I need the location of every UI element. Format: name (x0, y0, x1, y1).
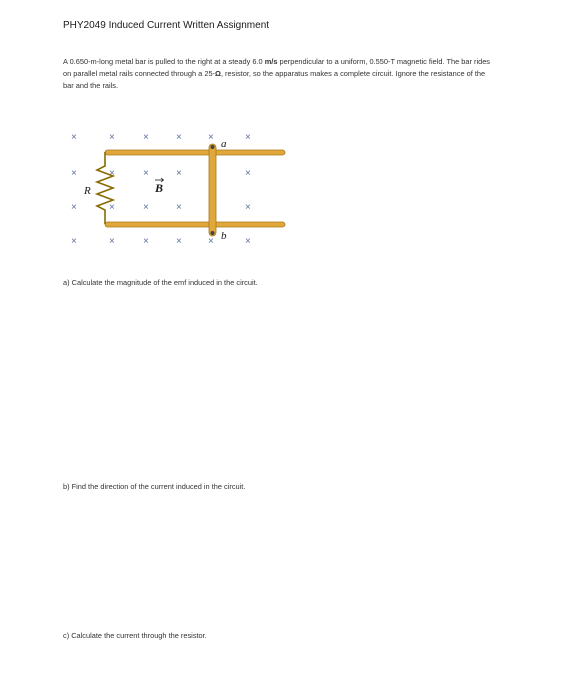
circuit-diagram (63, 126, 303, 248)
top-rail (105, 150, 285, 155)
bar-end-a (211, 145, 215, 149)
field-mark: × (71, 236, 77, 247)
page-title: PHY2049 Induced Current Written Assignment (63, 20, 270, 31)
field-mark: × (245, 168, 251, 179)
bar-end-b (211, 231, 215, 235)
field-mark: × (143, 236, 149, 247)
problem-statement (63, 56, 493, 92)
problem-text-2: perpendicular to a uniform, 0.550-T magnetic field. The bar rides on parallel metal rails connected through a 25- (63, 57, 490, 78)
resistor-label: R (84, 185, 91, 197)
field-label (154, 178, 164, 195)
field-mark: × (71, 202, 77, 213)
field-mark: × (143, 168, 149, 179)
question-a: a) Calculate the magnitude of the emf induced in the circuit. (63, 278, 258, 287)
circuit-figure (63, 126, 303, 248)
field-mark: × (71, 168, 77, 179)
field-mark: × (245, 236, 251, 247)
field-mark: × (245, 132, 251, 143)
field-mark: × (176, 168, 182, 179)
bar-label-b: b (221, 230, 227, 242)
bottom-rail (105, 222, 285, 227)
question-b: b) Find the direction of the current induced in the circuit. (63, 482, 246, 491)
field-mark: × (176, 132, 182, 143)
field-mark: × (208, 236, 214, 247)
field-mark: × (176, 202, 182, 213)
field-mark: × (71, 132, 77, 143)
sliding-bar (209, 144, 216, 236)
speed-unit: m/s (264, 57, 278, 66)
bar-label-a: a (221, 138, 227, 150)
field-mark: × (109, 132, 115, 143)
field-mark: × (245, 202, 251, 213)
field-mark: × (208, 132, 214, 143)
field-mark: × (109, 168, 115, 179)
field-mark: × (176, 236, 182, 247)
question-c: c) Calculate the current through the resistor. (63, 631, 207, 640)
ohm-symbol: Ω (215, 69, 221, 78)
field-label-text: B (155, 181, 164, 195)
field-mark: × (109, 202, 115, 213)
field-mark: × (109, 236, 115, 247)
field-mark: × (143, 202, 149, 213)
resistor (97, 152, 113, 224)
problem-text-3: , resistor, so the apparatus makes a complete circuit. Ignore the resistance of the bar and the rails. (63, 69, 486, 90)
field-mark: × (143, 132, 149, 143)
problem-text-1: A 0.650-m-long metal bar is pulled to the right at a steady 6.0 (63, 57, 265, 66)
